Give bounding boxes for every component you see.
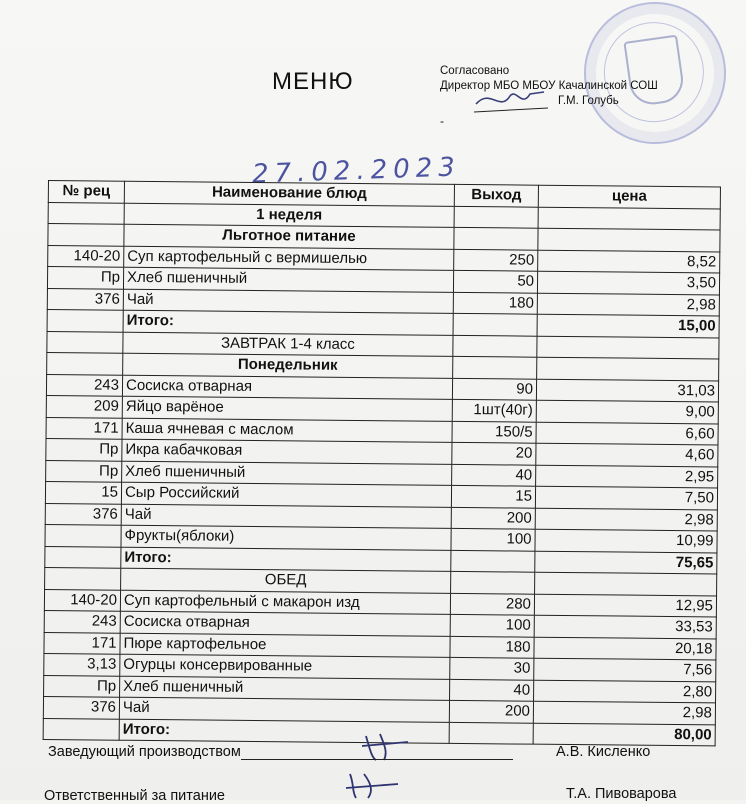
cell-price: 6,60 <box>536 422 718 445</box>
menu-table <box>43 180 721 746</box>
cell-price: 9,00 <box>536 400 718 423</box>
col-header-output: Выход <box>454 184 538 206</box>
cell-name: Сосиска отварная <box>122 375 452 400</box>
cell-name: Хлеб пшеничный <box>120 676 450 701</box>
cell-name: Икра кабачковая <box>122 439 452 464</box>
production-head-name: А.В. Кисленко <box>556 744 651 760</box>
cell-price: 2,98 <box>537 293 719 316</box>
section2-day: Понедельник <box>123 353 453 378</box>
cell-name: Чай <box>123 289 453 314</box>
production-head-label: Заведующий производством <box>48 744 241 760</box>
week-label: 1 неделя <box>124 203 454 228</box>
cell-code: Пр <box>46 438 122 460</box>
approval-signer: Г.М. Голубь <box>558 95 619 107</box>
menu-table-wrapper <box>43 180 720 746</box>
cell-price: 2,80 <box>534 680 716 703</box>
section3-total: 80,00 <box>533 723 715 746</box>
cell-price: 2,98 <box>533 701 715 724</box>
cell-code: Пр <box>46 460 122 482</box>
cell-name: Пюре картофельное <box>120 633 450 658</box>
nutrition-responsible-signature <box>340 770 410 800</box>
cell-output: 20 <box>452 442 536 464</box>
col-header-price: цена <box>538 185 720 208</box>
cell-code: 171 <box>46 417 122 439</box>
cell-price: 2,95 <box>536 465 718 488</box>
cell-code: 376 <box>43 696 119 718</box>
cell-price: 10,99 <box>535 529 717 552</box>
total-label: Итого: <box>119 719 449 744</box>
cell-code <box>45 524 121 546</box>
nutrition-responsible-name: Т.А. Пивоварова <box>566 786 677 802</box>
cell-output: 100 <box>451 528 535 550</box>
cell-code: 243 <box>46 374 122 396</box>
cell-price: 33,53 <box>534 615 716 638</box>
cell-code: 376 <box>45 503 121 525</box>
cell-output: 250 <box>454 249 538 271</box>
cell-code: 140-20 <box>44 589 120 611</box>
cell-code: 209 <box>46 395 122 417</box>
section1-title: Льготное питание <box>124 224 454 249</box>
cell-output: 1шт(40г) <box>452 399 536 421</box>
cell-code: Пр <box>47 267 123 289</box>
signature-line <box>241 745 513 760</box>
cell-name: Чай <box>121 504 451 529</box>
menu-date: 27.02.2023 <box>251 152 462 190</box>
cell-code: 15 <box>45 481 121 503</box>
cell-name: Сосиска отварная <box>120 611 450 636</box>
cell-name: Хлеб пшеничный <box>122 461 452 486</box>
cell-price: 3,50 <box>537 271 719 294</box>
cell-output: 15 <box>451 485 535 507</box>
cell-output: 40 <box>452 464 536 486</box>
cell-name: Суп картофельный с макарон изд <box>120 590 450 615</box>
cell-price: 20,18 <box>534 637 716 660</box>
cell-output: 180 <box>453 292 537 314</box>
cell-price: 7,56 <box>534 658 716 681</box>
cell-price: 2,98 <box>535 508 717 531</box>
cell-price: 4,60 <box>536 443 718 466</box>
cell-name: Огурцы консервированные <box>120 654 450 679</box>
cell-name: Хлеб пшеничный <box>123 267 453 292</box>
cell-output: 150/5 <box>452 421 536 443</box>
cell-code: 171 <box>44 632 120 654</box>
cell-output: 50 <box>453 270 537 292</box>
cell-name: Чай <box>119 697 449 722</box>
section2-title: ЗАВТРАК 1-4 класс <box>123 332 453 357</box>
cell-price: 31,03 <box>536 379 718 402</box>
col-header-name: Наименование блюд <box>124 181 454 206</box>
cell-code: 243 <box>44 610 120 632</box>
cell-output: 90 <box>452 378 536 400</box>
section1-total: 15,00 <box>537 314 719 337</box>
cell-output: 30 <box>450 657 534 679</box>
cell-output: 100 <box>450 614 534 636</box>
cell-price: 8,52 <box>538 250 720 273</box>
col-header-code: № рец <box>48 181 124 203</box>
cell-price: 7,50 <box>535 486 717 509</box>
total-label: Итого: <box>123 310 453 335</box>
approval-heading: Согласовано <box>440 65 510 77</box>
approval-position: Директор МБО МБОУ Качалинской СОШ <box>440 80 658 92</box>
approval-dash: - <box>440 114 444 128</box>
cell-code: Пр <box>44 675 120 697</box>
cell-name: Суп картофельный с вермишелью <box>124 246 454 271</box>
cell-output: 280 <box>450 593 534 615</box>
cell-output: 40 <box>450 679 534 701</box>
cell-code: 3,13 <box>44 653 120 675</box>
section2-total: 75,65 <box>535 551 717 574</box>
section3-title: ОБЕД <box>121 568 451 593</box>
cell-code: 376 <box>47 288 123 310</box>
production-head-line <box>48 744 513 760</box>
cell-code: 140-20 <box>48 245 124 267</box>
cell-name: Яйцо варёное <box>122 396 452 421</box>
total-label: Итого: <box>121 547 451 572</box>
cell-name: Каша ячневая с маслом <box>122 418 452 443</box>
page-title: МЕНЮ <box>272 68 354 95</box>
cell-output: 200 <box>449 700 533 722</box>
cell-name: Фрукты(яблоки) <box>121 525 451 550</box>
nutrition-responsible-label: Ответственный за питание <box>44 788 225 804</box>
director-signature <box>470 82 550 116</box>
cell-output: 200 <box>451 507 535 529</box>
cell-price: 12,95 <box>534 594 716 617</box>
cell-name: Сыр Российский <box>121 482 451 507</box>
cell-output: 180 <box>450 636 534 658</box>
